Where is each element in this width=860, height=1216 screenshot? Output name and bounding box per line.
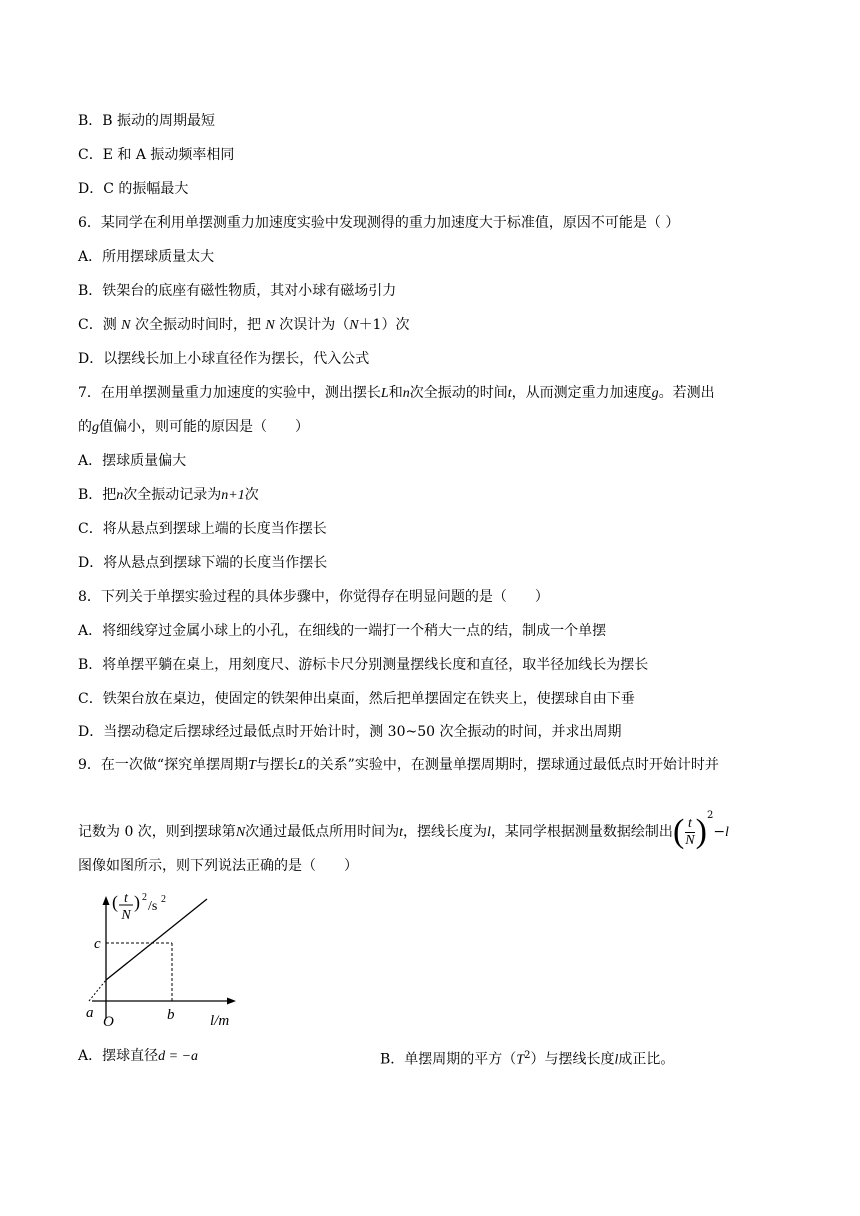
option-b-q5: B．B 振动的周期最短 — [78, 113, 216, 129]
option-a-q6: A．所用摆球质量太大 — [78, 249, 215, 265]
option-a-q9: A．摆球直径d = −a — [78, 1048, 199, 1064]
tick-b: b — [167, 1007, 175, 1023]
graph-t-over-N-squared-vs-l — [82, 890, 252, 1030]
question-7-line2: 的g值偏小，则可能的原因是（ ） — [78, 419, 309, 435]
option-c-q5: C．E 和 A 振动频率相同 — [78, 147, 235, 163]
option-d-q6: D．以摆线长加上小球直径作为摆长，代入公式 — [78, 351, 370, 367]
option-d-q7: D．将从悬点到摆球下端的长度当作摆长 — [78, 555, 328, 571]
question-9-line1: 9．在一次做“探究单摆周期T与摆长L的关系”实验中，在测量单摆周期时，摆球通过最低点时开始计时并 — [78, 757, 719, 773]
option-a-q8: A．将细线穿过金属小球上的小孔，在细线的一端打一个稍大一点的结，制成一个单摆 — [78, 623, 607, 639]
y-label-den: N — [121, 908, 131, 923]
question-8: 8．下列关于单摆实验过程的具体步骤中，你觉得存在明显问题的是（ ） — [78, 589, 549, 605]
option-c-q7: C．将从悬点到摆球上端的长度当作摆长 — [78, 521, 327, 537]
option-b-q6: B．铁架台的底座有磁性物质，其对小球有磁场引力 — [78, 283, 397, 299]
question-6: 6．某同学在利用单摆测重力加速度实验中发现测得的重力加速度大于标准值，原因不可能是（ ） — [78, 215, 680, 231]
y-label-paren-close: ) — [134, 892, 140, 912]
fraction-t-over-N: $\frac{t}{N}$ — [685, 815, 695, 848]
tick-c: c — [94, 936, 101, 952]
origin-label: O — [103, 1014, 114, 1030]
y-label-num: t — [124, 891, 128, 906]
y-label-unit-power: 2 — [161, 894, 166, 905]
y-axis-arrow — [103, 896, 110, 905]
question-9-line2: 记数为 0 次，则到摆球第N次通过最低点所用时间为t，摆线长度为l，某同学根据测量数据绘制出( $\frac{t}{N}$ )$^2$−l — [78, 810, 729, 850]
option-c-q6: C．测 N 次全振动时间时，把 N 次误计为（N＋1）次 — [78, 317, 410, 333]
option-b-q8: B．将单摆平躺在桌上，用刻度尺、游标卡尺分别测量摆线长度和直径，取半径加线长为摆长 — [78, 657, 649, 673]
y-label-paren-open: ( — [112, 892, 118, 912]
option-b-q9: B．单摆周期的平方$(T^2)$与摆线长度l成正比。 — [380, 1050, 675, 1068]
question-9-line3: 图像如图所示，则下列说法正确的是（ ） — [78, 858, 358, 874]
extrapolated-line — [89, 980, 106, 1001]
x-axis-label: l/m — [210, 1013, 230, 1029]
option-d-q8: D．当摆动稳定后摆球经过最低点时开始计时，测 30~50 次全振动的时间，并求出周期 — [78, 724, 622, 740]
option-a-q7: A．摆球质量偏大 — [78, 453, 187, 469]
question-7-line1: 7．在用单摆测量重力加速度的实验中，测出摆长L和n次全振动的时间t，从而测定重力加速度g。若测出 — [78, 385, 715, 401]
option-b-q7: B．把n次全振动记录为n+1次 — [78, 487, 259, 503]
y-label-unit: /s — [148, 899, 158, 914]
tick-a: a — [86, 1005, 94, 1021]
y-label-power: 2 — [142, 892, 147, 903]
x-axis-arrow — [227, 998, 236, 1005]
option-c-q8: C．铁架台放在桌边，使固定的铁架伸出桌面，然后把单摆固定在铁夹上，使摆球自由下垂 — [78, 691, 635, 707]
option-d-q5: D．C 的振幅最大 — [78, 181, 189, 197]
